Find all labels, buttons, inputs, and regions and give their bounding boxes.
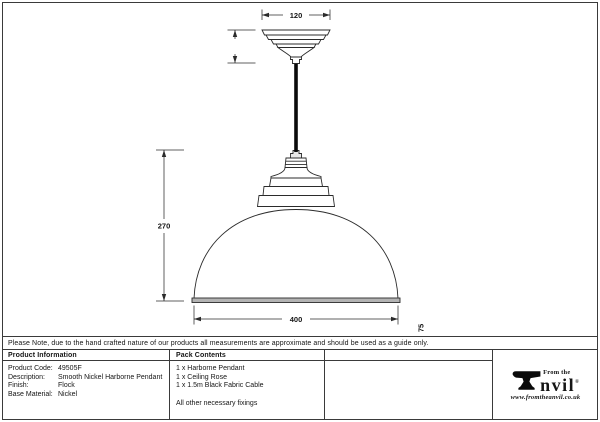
logo-website-text: www.fromtheanvil.co.uk — [510, 394, 581, 401]
product-info-table — [2, 350, 598, 420]
dimension-label-400: 400 — [289, 314, 303, 324]
base-material-value: Nickel — [58, 391, 78, 399]
logo-text-column — [540, 370, 579, 393]
table-row — [8, 391, 167, 400]
description-value: Smooth Nickel Harborne Pendant — [58, 373, 163, 381]
pack-contents-header: Pack Contents — [170, 350, 325, 361]
anvil-icon — [512, 369, 541, 392]
dome-rim — [192, 298, 400, 303]
table-row — [8, 382, 167, 391]
fabric-cable-drawing — [294, 63, 298, 152]
logo-wordmark — [512, 368, 579, 395]
product-code-value: 49505F — [58, 365, 82, 372]
registered-trademark-symbol: ® — [575, 380, 579, 385]
list-item: 1 x Harborne Pendant — [176, 365, 245, 372]
finish-label: Finish: — [8, 382, 29, 390]
logo-from-the-text: From the — [543, 368, 571, 376]
list-item: 1 x 1.5m Black Fabric Cable — [176, 382, 264, 390]
pack-contents-body — [170, 361, 325, 420]
empty-body-cell — [325, 361, 493, 420]
base-material-label: Base Material: — [8, 391, 53, 399]
ceiling-rose-drawing — [262, 30, 330, 64]
dimension-label-120: 120 — [289, 10, 303, 20]
product-information-body — [2, 361, 170, 420]
finish-value: Flock — [58, 382, 75, 390]
dimension-label-270: 270 — [157, 221, 171, 231]
brand-logo-cell — [493, 350, 598, 420]
logo-nvil-letters: nvil — [540, 375, 576, 395]
dimension-rose-height — [228, 30, 256, 63]
product-code-label: Product Code: — [8, 365, 53, 372]
logo-anvil-text — [540, 375, 579, 395]
pack-contents-footer: All other necessary fixings — [176, 400, 258, 408]
list-item: 1 x Ceiling Rose — [176, 373, 227, 381]
table-row — [8, 374, 167, 383]
empty-header-cell — [325, 350, 493, 361]
measurement-note-text: Please Note, due to the hand crafted nature of our products all measurements are approximate and should be used as a guide only. — [8, 339, 429, 347]
table-row — [8, 365, 167, 374]
description-label: Description: — [8, 373, 45, 381]
pendant-gallery-drawing — [258, 151, 335, 207]
measurement-note-bar — [2, 336, 598, 350]
product-information-header: Product Information — [2, 350, 170, 361]
pendant-dome-drawing — [192, 210, 400, 303]
from-the-anvil-logo — [511, 369, 581, 401]
dimension-label-75: 75 — [416, 323, 426, 333]
